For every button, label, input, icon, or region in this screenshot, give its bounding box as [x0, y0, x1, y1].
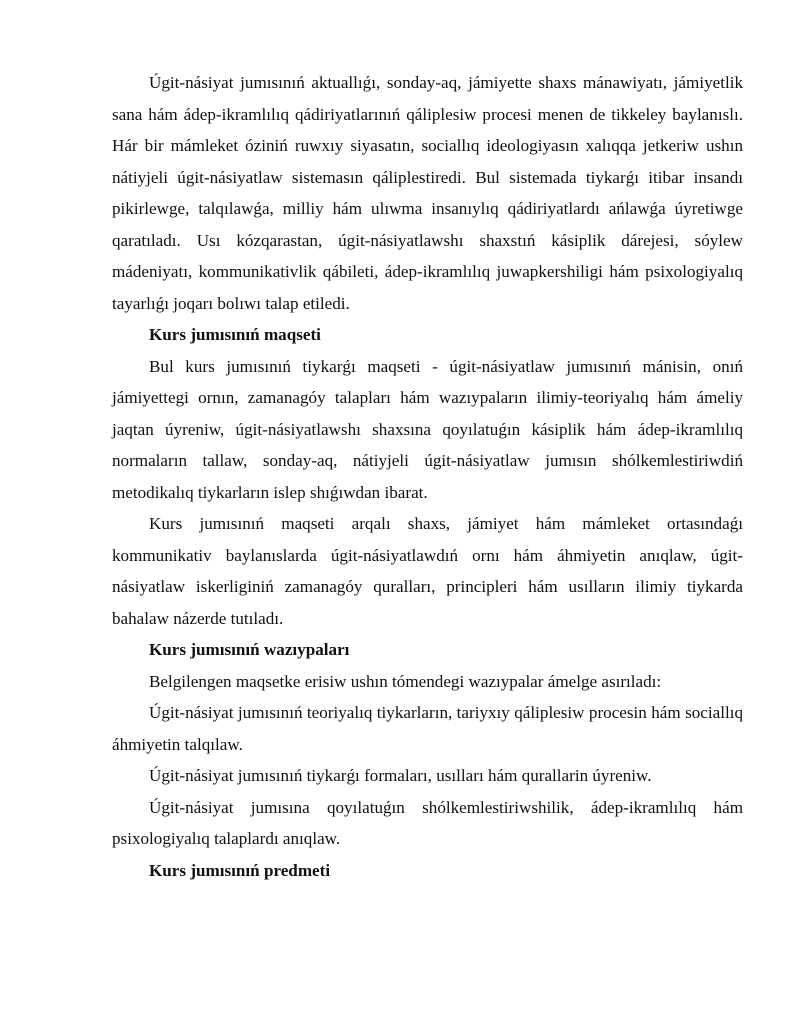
task-item-3: Úgit-násiyat jumısına qoyılatuǵın shólkemlestiriwshilik, ádep-ikramlılıq hám psixologiyalıq talaplardı anıqlaw. — [112, 797, 743, 848]
aim-heading: Kurs jumısınıń maqseti — [149, 325, 321, 344]
tasks-intro: Belgilengen maqsetke erisiw ushın tómendegi wazıypalar ámelge asırıladı: — [149, 671, 662, 691]
task-item-2: Úgit-násiyat jumısınıń tiykarǵı formaları, usılları hám qurallarin úyreniw. — [149, 766, 652, 785]
aim-paragraph-1: Bul kurs jumısınıń tiykarǵı maqseti - úgit-násiyatlaw jumısınıń mánisin, onıń jámiyettegi ornın, zamanagóy talapları hám wazıypaların ilimiy-teoriyalıq hám ámeliy jaqtan úyreniw, úgit-násiyatlawshı shaxsına qoyılatuǵın kásiplik hám ádep-ikramlılıq normaların tallaw, sonday-aq, nátiyjeli úgit-násiyatlaw jumısın shólkemlestiriwdiń metodikalıq tiykarların islep shıǵıwdan ibarat. — [112, 356, 743, 502]
subject-heading: Kurs jumısınıń predmeti — [149, 860, 331, 880]
tasks-heading: Kurs jumısınıń wazıypaları — [149, 640, 350, 659]
aim-paragraph-2: Kurs jumısınıń maqseti arqalı shaxs, jámiyet hám mámleket ortasındaǵı kommunikativ baylanıslarda úgit-násiyatlawdıń ornı hám áhmiyetin anıqlaw, úgit-násiyatlaw iskerliginiń zamanagóy quralları, principleri hám usılların ilimiy tiykarda bahalaw názerde tutıladı. — [112, 514, 743, 628]
task-item-1: Úgit-násiyat jumısınıń teoriyalıq tiykarların, tariyxıy qáliplesiw procesin hám sociallıq áhmiyetin talqılaw. — [112, 703, 743, 754]
intro-paragraph: Úgit-násiyat jumısınıń aktuallıǵı, sonday-aq, jámiyette shaxs mánawiyatı, jámiyetlik sana hám ádep-ikramlılıq qádiriyatlarınıń qáliplesiw procesi menen de tikkeley baylanıslı. Hár bir mámleket óziniń ruwxıy siyasatın, sociallıq ideologiyasın xalıqqa jetkeriw ushın nátiyjeli úgit-násiyatlaw sistemasın qáliplestiredi. Bul sistemada tiykarǵı itibar insandı pikirlewge, talqılawǵa, milliy hám ulıwma insanıylıq qádiriyatlardı ańlawǵa úyretiwge qaratıladı. Usı kózqarastan, úgit-násiyatlawshı shaxstıń kásiplik dárejesi, sóylew mádeniyatı, kommunikativlik qábileti, ádep-ikramlılıq juwapkershiligi hám psixologiyalıq tayarlıǵı joqarı bolıwı talap etiledi. — [112, 73, 743, 313]
document-body — [112, 67, 743, 886]
